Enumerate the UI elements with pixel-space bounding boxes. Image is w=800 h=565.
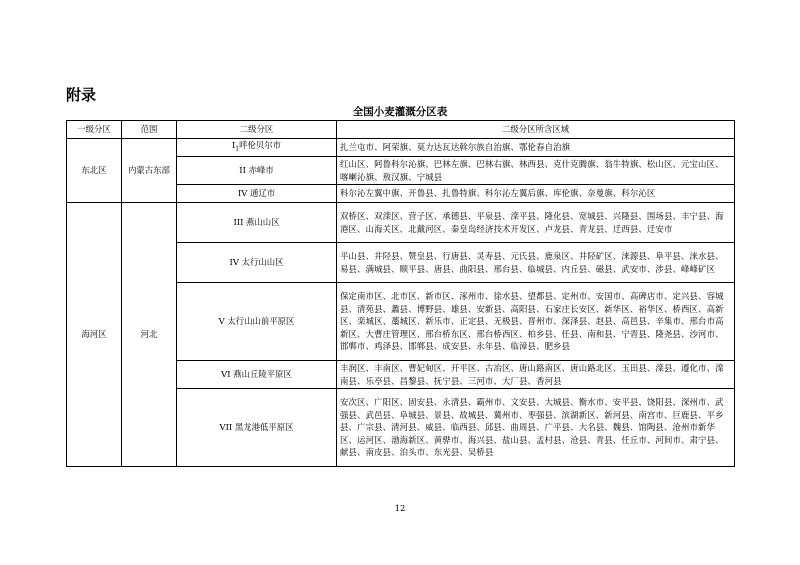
areas-cell: 扎兰屯市、阿荣旗、莫力达瓦达斡尔族自治旗、鄂伦春自治旗 bbox=[337, 139, 735, 157]
level2-cell: IV 太行山山区 bbox=[177, 243, 337, 283]
header-scope: 范围 bbox=[122, 121, 177, 139]
areas-cell: 平山县、井陉县、赞皇县、行唐县、灵寿县、元氏县、鹿泉区、井陉矿区、涞源县、阜平县、涞水县、易县、满城县、顺平县、唐县、曲阳县、邢台县、临城县、内丘县、磁县、武安市、涉县、峰峰矿区 bbox=[337, 243, 735, 283]
areas-cell: 丰润区、丰南区、曹妃甸区、开平区、古冶区、唐山路南区、唐山路北区、玉田县、滦县、遵化市、滦南县、乐亭县、昌黎县、抚宁县、三河市、大厂县、香河县 bbox=[337, 361, 735, 389]
appendix-heading: 附录 bbox=[66, 86, 97, 104]
level2-cell: $I_1$呼伦贝尔市 bbox=[177, 139, 337, 157]
areas-cell: 安次区、广阳区、固安县、永清县、霸州市、文安县、大城县、衡水市、安平县、饶阳县、深州市、武强县、武邑县、阜城县、景县、故城县、冀州市、枣强县、滨湖新区、新河县、南宫市、巨鹿县、平乡县、广宗县、清河县、威县、临西县、邱县、曲周县、广平县、大名县、魏县、馆陶县、沧州市新华区、运河区、渤海新区、黄骅市、海兴县、盐山县、孟村县、沧县、青县、任丘市、河间市、肃宁县、献县、南皮县、泊头市、东光县、吴桥县 bbox=[337, 389, 735, 467]
areas-cell: 科尔沁左翼中旗、开鲁县、扎鲁特旗、科尔沁左翼后旗、库伦旗、奈曼旗、科尔沁区 bbox=[337, 185, 735, 203]
header-level2: 二级分区 bbox=[177, 121, 337, 139]
header-level1: 一级分区 bbox=[67, 121, 122, 139]
level2-cell: II 赤峰市 bbox=[177, 157, 337, 185]
page-number: 12 bbox=[394, 504, 406, 514]
table-title: 全国小麦灌溉分区表 bbox=[352, 106, 448, 118]
level2-cell: VI 燕山丘陵平原区 bbox=[177, 361, 337, 389]
areas-cell: 双桥区、双滦区、营子区、承德县、平泉县、滦平县、隆化县、宽城县、兴隆县、围场县、丰宁县、海港区、山海关区、北戴河区、秦皇岛经济技术开发区、卢龙县、青龙县、迁西县、迁安市 bbox=[337, 203, 735, 243]
table-header-row bbox=[67, 121, 735, 139]
areas-cell: 红山区、阿鲁科尔沁旗、巴林左旗、巴林右旗、林西县、克什克腾旗、翁牛特旗、松山区、元宝山区、喀喇沁旗、敖汉旗、宁城县 bbox=[337, 157, 735, 185]
level2-cell: IV 通辽市 bbox=[177, 185, 337, 203]
areas-cell: 保定南市区、北市区、新市区、涿州市、徐水县、望都县、定州市、安国市、高碑店市、定兴县、容城县、清苑县、蠡县、博野县、雄县、安新县、高阳县、石家庄长安区、新华区、裕华区、桥西区、高新区、栾城区、藁城区、新乐市、正定县、无极县、晋州市、深泽县、赵县、高邑县、辛集市、邢台市高新区、大曹庄管理区、邢台桥东区、邢台桥西区、柏乡县、任县、南和县、宁晋县、隆尧县、沙河市、邯郸市、鸡泽县、邯郸县、成安县、永年县、临漳县、肥乡县 bbox=[337, 283, 735, 361]
header-areas: 二级分区所含区域 bbox=[337, 121, 735, 139]
level2-cell: III 燕山山区 bbox=[177, 203, 337, 243]
scope-cell: 内蒙古东部 bbox=[122, 139, 177, 203]
level1-cell: 东北区 bbox=[67, 139, 122, 203]
level2-cell: V 太行山山前平原区 bbox=[177, 283, 337, 361]
level2-cell: VII 黑龙港低平原区 bbox=[177, 389, 337, 467]
table-row bbox=[67, 139, 735, 157]
level1-cell: 海河区 bbox=[67, 203, 122, 467]
irrigation-zone-table bbox=[66, 120, 735, 467]
table-row bbox=[67, 203, 735, 243]
scope-cell: 河北 bbox=[122, 203, 177, 467]
